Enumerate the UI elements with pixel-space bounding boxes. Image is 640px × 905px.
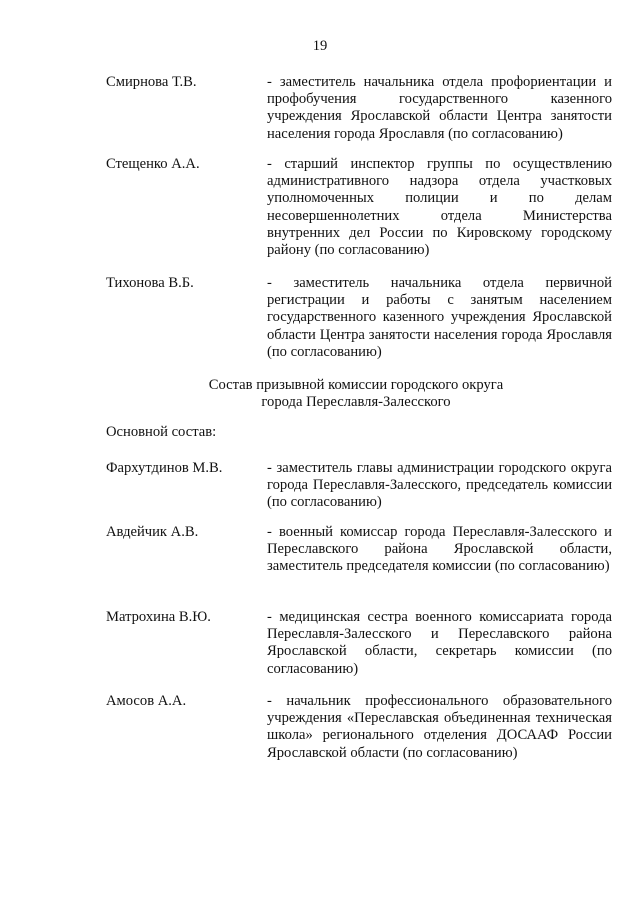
- member-position: - начальник профессионального образовательного учреждения «Переславская объединенная техническая школа» регионального отделения ДОСААФ России Ярославской области (по согласованию): [267, 693, 612, 761]
- member-position: - старший инспектор группы по осуществлению административного надзора отдела участковых уполномоченных полиции и по делам несовершеннолетних отдела Министерства внутренних дел России по Кировскому городскому району (по согласованию): [267, 156, 612, 259]
- section-title-line-1: Состав призывной комиссии городского округа: [208, 377, 504, 393]
- section-title: [106, 377, 606, 411]
- member-position: - медицинская сестра военного комиссариата города Переславля-Залесского и Переславского района Ярославской области, секретарь комиссии (по согласованию): [267, 609, 612, 677]
- member-position: - военный комиссар города Переславля-Залесского и Переславского района Ярославской области, заместитель председателя комиссии (по согласованию): [267, 524, 612, 575]
- page-number: 19: [312, 38, 328, 54]
- member-position: - заместитель начальника отдела профориентации и профобучения государственного казенного учреждения Ярославской области Центра занятости населения города Ярославля (по согласованию): [267, 74, 612, 142]
- member-position: - заместитель главы администрации городского округа города Переславля-Залесского, председатель комиссии (по согласованию): [267, 460, 612, 511]
- member-name: Амосов А.А.: [106, 693, 187, 709]
- member-name: Смирнова Т.В.: [106, 74, 197, 90]
- section-title-line-2: города Переславля-Залесского: [261, 394, 451, 411]
- member-name: Авдейчик А.В.: [106, 524, 199, 540]
- member-name: Фархутдинов М.В.: [106, 460, 223, 476]
- member-name: Тихонова В.Б.: [106, 275, 194, 291]
- member-name: Стещенко А.А.: [106, 156, 200, 172]
- subheading-main-composition: Основной состав:: [106, 424, 217, 440]
- member-position: - заместитель начальника отдела первичной регистрации и работы с занятым населением государственного казенного учреждения Ярославской области Центра занятости населения города Ярославля (по согласованию): [267, 275, 612, 360]
- member-name: Матрохина В.Ю.: [106, 609, 211, 625]
